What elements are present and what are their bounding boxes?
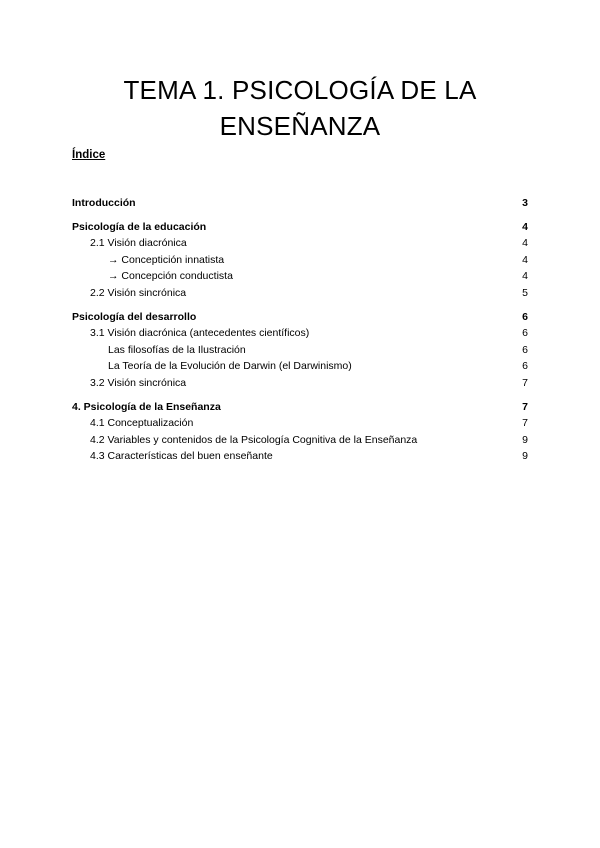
toc-entry-label: Psicología del desarrollo [72,311,197,323]
toc-entry-page-number: 9 [522,450,528,462]
toc-entry-page-number: 3 [522,197,528,209]
index-heading: Índice [72,149,106,161]
toc-entry-label: Psicología de la educación [72,221,207,233]
toc-entry-4-3[interactable] [0,449,600,464]
toc-entry-darwinismo[interactable] [0,359,600,374]
toc-entry-page-number: 4 [522,270,528,282]
toc-entry-2-1[interactable] [0,236,600,251]
toc-entry-page-number: 4 [522,237,528,249]
toc-entry-page-number: 6 [522,311,528,323]
toc-entry-label: → Concepción conductista [108,270,233,282]
toc-entry-label: La Teoría de la Evolución de Darwin (el Darwinismo) [108,360,352,372]
toc-entry-4-2[interactable] [0,433,600,448]
toc-entry-label: → Conceptición innatista [108,254,225,266]
toc-entry-label: 3.2 Visión sincrónica [90,377,187,389]
toc-entry-page-number: 5 [522,287,528,299]
toc-entry-label: 4.3 Características del buen enseñante [90,450,273,462]
toc-entry-psicologia-educacion[interactable] [0,220,600,235]
toc-entry-innatista[interactable] [0,253,600,268]
toc-entry-conductista[interactable] [0,269,600,284]
toc-entry-label: 3.1 Visión diacrónica (antecedentes científicos) [90,327,310,339]
toc-entry-page-number: 6 [522,327,528,339]
toc-entry-introduccion[interactable] [0,196,600,211]
toc-entry-psicologia-ensenanza[interactable] [0,400,600,415]
toc-entry-page-number: 7 [522,417,528,429]
toc-entry-3-1[interactable] [0,326,600,341]
toc-entry-ilustracion[interactable] [0,343,600,358]
toc-entry-2-2[interactable] [0,286,600,301]
toc-entry-label: Las filosofías de la Ilustración [108,344,246,356]
toc-entry-page-number: 6 [522,360,528,372]
toc-entry-4-1[interactable] [0,416,600,431]
toc-entry-label: Introducción [72,197,136,209]
toc-entry-page-number: 4 [522,221,528,233]
document-title-line-1: TEMA 1. PSICOLOGÍA DE LA [123,75,477,105]
toc-entry-label: 4.1 Conceptualización [90,417,194,429]
toc-entry-page-number: 7 [522,401,528,413]
toc-entry-label: 4.2 Variables y contenidos de la Psicología Cognitiva de la Enseñanza [90,434,418,446]
toc-entry-page-number: 9 [522,434,528,446]
toc-entry-page-number: 6 [522,344,528,356]
toc-entry-label: 4. Psicología de la Enseñanza [72,401,221,413]
toc-entry-3-2[interactable] [0,376,600,391]
toc-entry-page-number: 4 [522,254,528,266]
toc-entry-label: 2.1 Visión diacrónica [90,237,187,249]
document-title-line-2: ENSEÑANZA [219,111,381,141]
toc-entry-label: 2.2 Visión sincrónica [90,287,187,299]
toc-entry-psicologia-desarrollo[interactable] [0,310,600,325]
toc-entry-page-number: 7 [522,377,528,389]
